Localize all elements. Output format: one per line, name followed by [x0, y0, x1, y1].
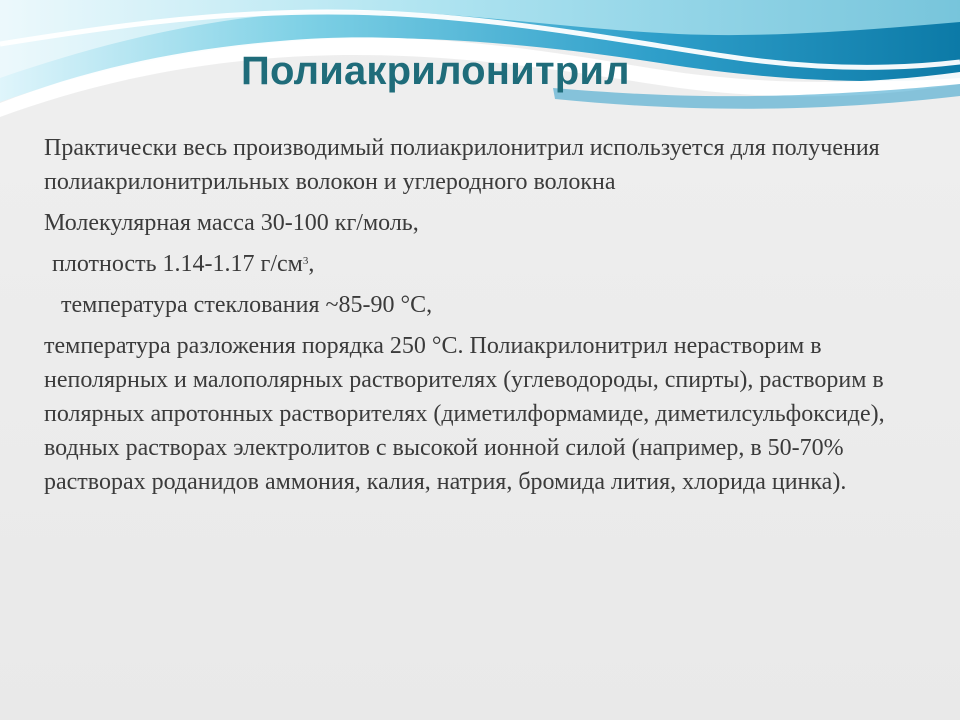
- slide-content: [44, 131, 919, 499]
- density-line: [44, 247, 919, 281]
- slide-title: Полиакрилонитрил: [241, 49, 630, 93]
- glass-transition-line: температура стеклования ~85-90 °С,: [61, 292, 433, 318]
- density-text: плотность 1.14-1.17 г/см: [52, 251, 303, 277]
- density-suffix: ,: [308, 251, 315, 277]
- molecular-mass-line: Молекулярная масса 30-100 кг/моль,: [44, 210, 419, 236]
- paragraph-usage: Практически весь производимый полиакрилонитрил используется для получения полиакрилонитрильных волокон и углеродного волокна: [44, 135, 880, 195]
- density-superscript: 3: [302, 255, 309, 267]
- decomposition-solubility-paragraph: температура разложения порядка 250 °С. Полиакрилонитрил нерастворим в неполярных и малополярных растворителях (углеводороды, спирты), растворим в полярных апротонных растворителях (диметилформамиде, диметилсульфоксиде), водных растворах электролитов с высокой ионной силой (например, в 50-70% растворах роданидов аммония, калия, натрия, бромида лития, хлорида цинка).: [44, 333, 885, 495]
